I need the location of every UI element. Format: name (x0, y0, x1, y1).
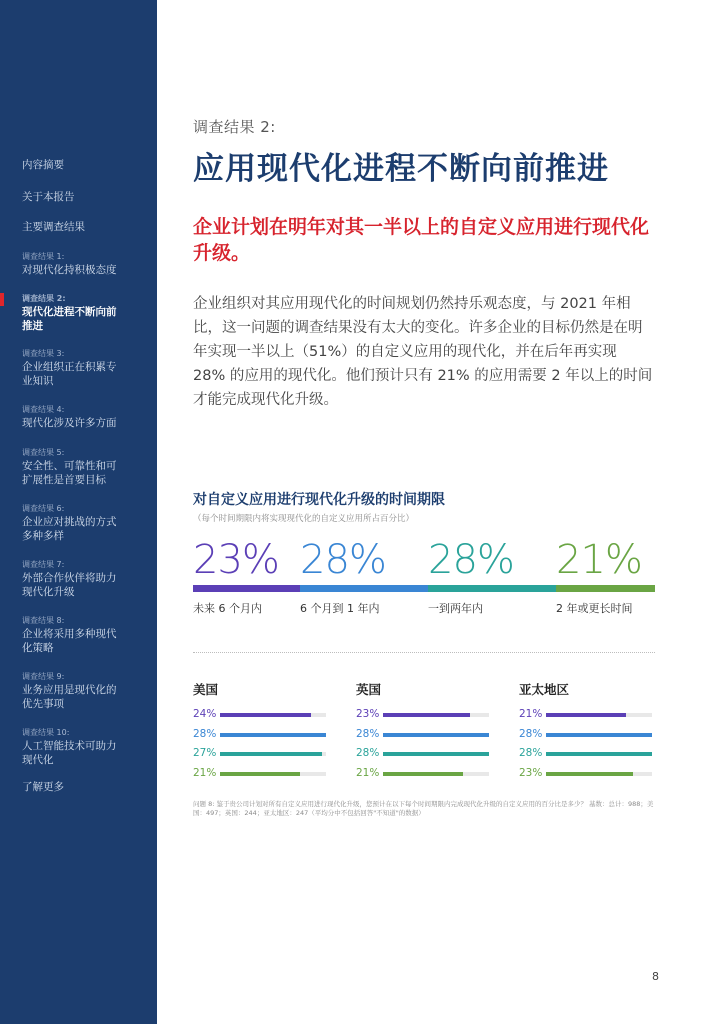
region-bar-value: 28% (356, 747, 380, 759)
sidebar-item[interactable] (22, 447, 126, 487)
region-bar-value: 21% (193, 766, 217, 779)
region-bar-row (356, 747, 492, 767)
sidebar-item[interactable] (22, 780, 126, 794)
sidebar-item[interactable] (22, 348, 126, 388)
region-bar (383, 752, 489, 756)
region-bar-row (356, 767, 492, 787)
region-bar-value: 27% (193, 747, 217, 759)
region-block (519, 680, 655, 786)
region-bar-track (383, 733, 489, 737)
sidebar (0, 0, 157, 1024)
section-eyebrow: 调查结果 2: (193, 118, 276, 136)
stat-label: 6 个月到 1 年内 (300, 602, 380, 615)
sidebar-item-sub: 调查结果 2: (22, 294, 66, 303)
region-bar-row (356, 708, 492, 728)
region-bar-value: 28% (519, 727, 543, 740)
region-bar-track (546, 752, 652, 756)
sidebar-item-sub: 调查结果 5: (22, 448, 65, 457)
region-name: 亚太地区 (519, 682, 570, 697)
sidebar-item-sub: 调查结果 3: (22, 349, 65, 358)
stat-bar (428, 585, 556, 592)
sidebar-item[interactable] (22, 727, 126, 767)
region-bar-track (220, 733, 326, 737)
region-bar-row (519, 767, 655, 787)
region-bar (546, 772, 633, 776)
stat-bar (193, 585, 300, 592)
sidebar-item-label: 企业组织正在积累专业知识 (22, 361, 117, 387)
region-bar-track (546, 733, 652, 737)
region-bar-value: 23% (356, 708, 380, 720)
region-bar (546, 733, 652, 737)
region-bar-row (193, 767, 329, 787)
page-number: 8 (652, 970, 659, 983)
sidebar-item[interactable] (22, 190, 126, 204)
chart-title: 对自定义应用进行现代化升级的时间期限 (193, 492, 445, 508)
region-bar-row (193, 708, 329, 728)
region-bar (220, 772, 300, 776)
sidebar-item-sub: 调查结果 9: (22, 672, 65, 681)
region-bar (546, 713, 626, 717)
sidebar-item[interactable] (22, 503, 126, 543)
body-paragraph: 企业组织对其应用现代化的时间规划仍然持乐观态度，与 2021 年相比，这一问题的调查结果没有太大的变化。许多企业的目标仍然是在明年实现一半以上（51%）的自定义应用的现代化，并在后年再实现 28% 的应用的现代化。他们预计只有 21% 的应用需要 2 年以上的时间才能完成现代化升级。 (193, 296, 653, 408)
region-bar (383, 772, 463, 776)
sidebar-item-label: 企业将采用多种现代化策略 (22, 628, 117, 654)
sidebar-item[interactable] (22, 251, 126, 277)
region-bar (383, 733, 489, 737)
stat-bar (300, 585, 428, 592)
sidebar-item[interactable] (22, 615, 126, 655)
sidebar-item-label: 业务应用是现代化的优先事项 (22, 684, 117, 710)
stat-value: 28% (300, 537, 386, 583)
region-bar (383, 713, 470, 717)
sidebar-item-label: 了解更多 (22, 781, 64, 793)
sidebar-item-label: 关于本报告 (22, 191, 75, 203)
region-bar-row (519, 708, 655, 728)
sidebar-item-sub: 调查结果 8: (22, 616, 65, 625)
stat-column (300, 535, 428, 616)
sidebar-item-label: 主要调查结果 (22, 221, 85, 233)
region-bar (220, 713, 311, 717)
sidebar-item[interactable] (22, 671, 126, 711)
sidebar-item[interactable] (22, 404, 126, 430)
sidebar-item[interactable] (22, 559, 126, 599)
region-bar-value: 28% (356, 727, 380, 740)
sidebar-item-sub: 调查结果 4: (22, 405, 65, 414)
sidebar-item-label: 外部合作伙伴将助力现代化升级 (22, 572, 117, 598)
region-bar-track (546, 713, 652, 717)
region-bar-track (220, 752, 326, 756)
chart-note: （每个时间期限内将实现现代化的自定义应用所占百分比） (193, 514, 415, 524)
sidebar-item-label: 安全性、可靠性和可扩展性是首要目标 (22, 460, 117, 486)
stat-column (193, 535, 300, 616)
page-subtitle: 企业计划在明年对其一半以上的自定义应用进行现代化升级。 (193, 216, 650, 264)
sidebar-item-sub: 调查结果 6: (22, 504, 65, 513)
sidebar-item[interactable] (22, 220, 126, 234)
region-bar-value: 28% (193, 727, 217, 740)
sidebar-item-sub: 调查结果 1: (22, 252, 65, 261)
region-bar-row (519, 747, 655, 767)
stat-label: 一到两年内 (428, 602, 483, 615)
region-bar-row (356, 728, 492, 748)
region-bar-value: 23% (519, 766, 543, 779)
region-bar (546, 752, 652, 756)
stat-value: 23% (193, 537, 279, 583)
region-bar-track (383, 772, 489, 776)
sidebar-item-sub: 调查结果 10: (22, 728, 70, 737)
region-bar-value: 24% (193, 708, 217, 720)
region-name: 英国 (356, 682, 382, 697)
sidebar-item-label: 内容摘要 (22, 159, 64, 171)
sidebar-item-label: 人工智能技术可助力现代化 (22, 740, 117, 766)
region-name: 美国 (193, 682, 219, 697)
active-marker (0, 293, 4, 306)
region-bar-track (383, 713, 489, 717)
sidebar-item-label: 现代化涉及许多方面 (22, 417, 117, 429)
stat-column (556, 535, 655, 616)
region-bar-track (220, 772, 326, 776)
region-bar-value: 21% (519, 708, 543, 720)
region-block (193, 680, 329, 786)
region-bar-track (220, 713, 326, 717)
region-bar-track (546, 772, 652, 776)
region-block (356, 680, 492, 786)
region-bar-value: 28% (519, 747, 543, 759)
stat-label: 未来 6 个月内 (193, 602, 262, 615)
footnote: 问题 8: 鉴于贵公司计划对所有自定义应用进行现代化升级，您预计在以下每个时间期限内完成现代化升级的自定义应用的百分比是多少？ 基数：总计：988；美国：497；英国：244；亚太地区：247（平均分中不包括回答"不知道"的数据） (193, 800, 654, 817)
stat-value: 28% (428, 537, 514, 583)
sidebar-item-sub: 调查结果 7: (22, 560, 65, 569)
region-bar-row (193, 747, 329, 767)
stat-bar (556, 585, 655, 592)
region-bar-value: 21% (356, 766, 380, 779)
sidebar-item-label: 现代化进程不断向前推进 (22, 306, 117, 332)
divider (193, 652, 655, 653)
region-bar-row (519, 728, 655, 748)
sidebar-item-label: 企业应对挑战的方式多种多样 (22, 516, 117, 542)
overall-stats (193, 535, 655, 625)
region-bar (220, 733, 326, 737)
stat-label: 2 年或更长时间 (556, 602, 633, 615)
page-title: 应用现代化进程不断向前推进 (193, 151, 609, 187)
sidebar-item[interactable] (22, 158, 126, 172)
region-bar (220, 752, 322, 756)
sidebar-item-label: 对现代化持积极态度 (22, 264, 117, 276)
region-bar-track (383, 752, 489, 756)
region-bar-row (193, 728, 329, 748)
stat-value: 21% (556, 537, 642, 583)
sidebar-item[interactable] (22, 293, 126, 333)
stat-column (428, 535, 556, 616)
